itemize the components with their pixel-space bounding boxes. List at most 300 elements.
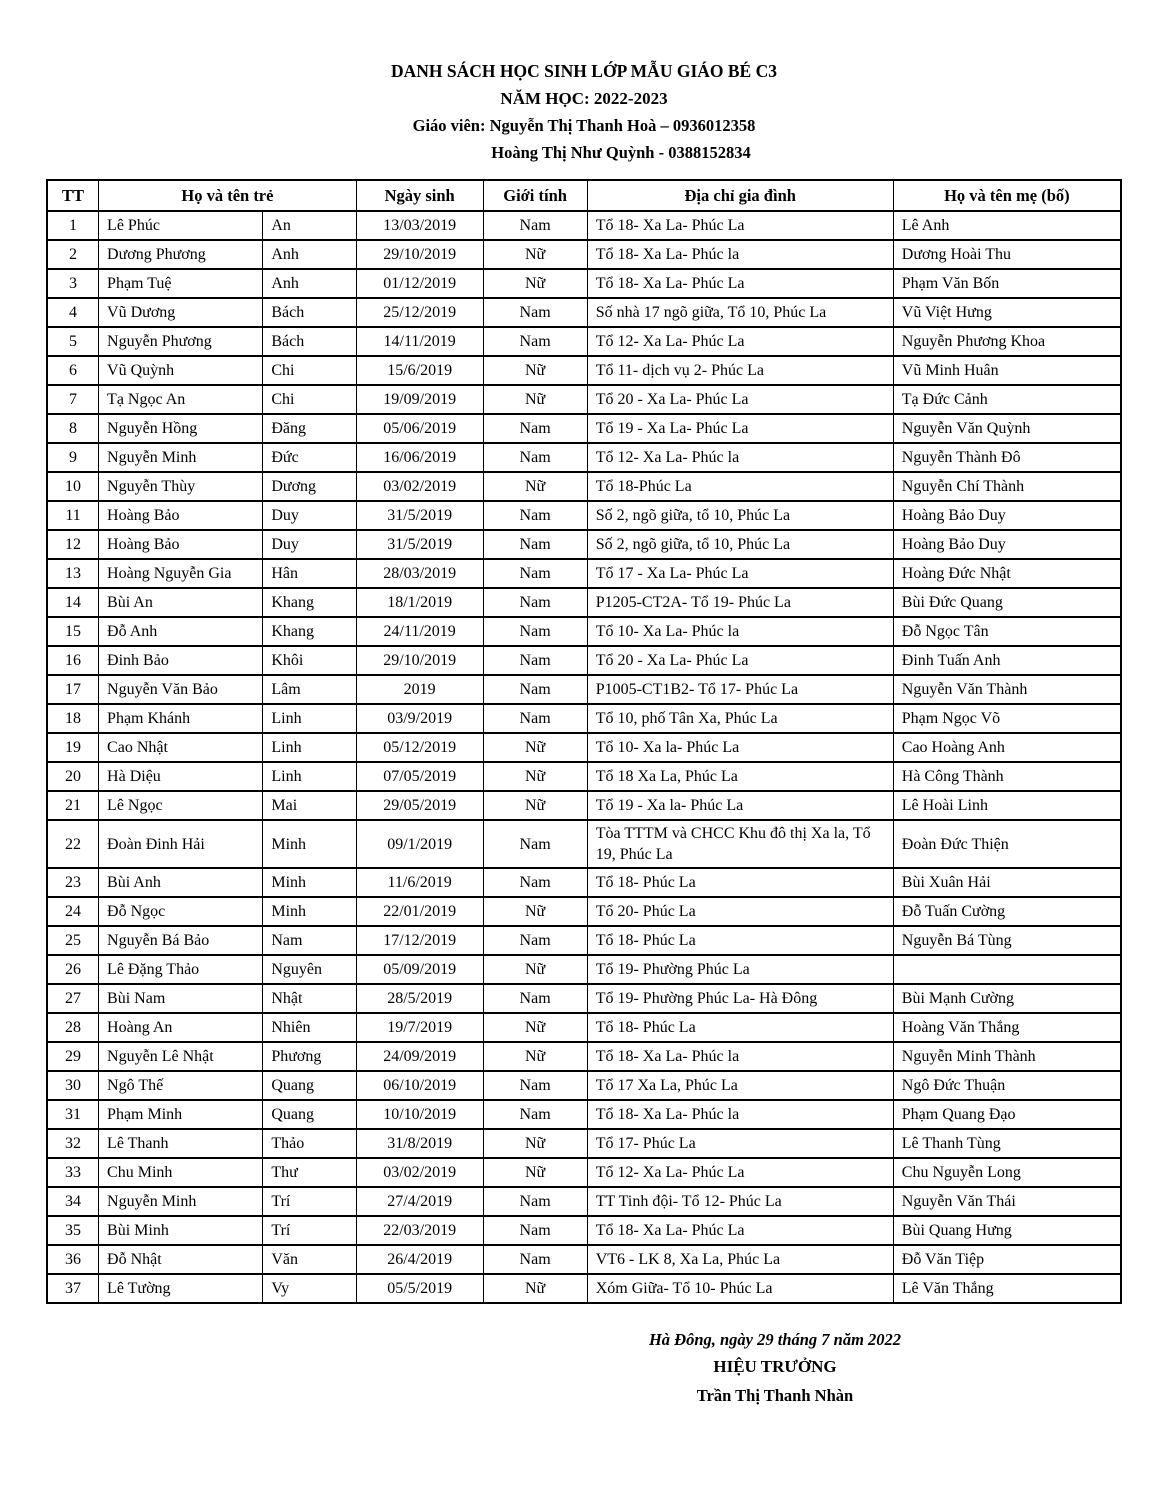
- cell-family-name: Bùi Nam: [99, 984, 263, 1013]
- table-row: [47, 1187, 1121, 1216]
- cell-tt: 4: [47, 298, 99, 327]
- cell-family-name: Ngô Thế: [99, 1071, 263, 1100]
- cell-given-name: Nam: [263, 926, 356, 955]
- cell-gender: Nữ: [483, 733, 587, 762]
- cell-address: Tổ 10- Xa La- Phúc la: [587, 617, 893, 646]
- cell-gender: Nữ: [483, 1042, 587, 1071]
- table-row: [47, 868, 1121, 897]
- cell-dob: 03/02/2019: [356, 1158, 483, 1187]
- cell-given-name: Chi: [263, 356, 356, 385]
- cell-gender: Nam: [483, 530, 587, 559]
- cell-dob: 09/1/2019: [356, 820, 483, 868]
- cell-family-name: Bùi An: [99, 588, 263, 617]
- cell-parent: Phạm Quang Đạo: [893, 1100, 1121, 1129]
- cell-tt: 1: [47, 211, 99, 240]
- table-row: [47, 762, 1121, 791]
- cell-given-name: Mai: [263, 791, 356, 820]
- cell-family-name: Lê Phúc: [99, 211, 263, 240]
- cell-family-name: Nguyễn Lê Nhật: [99, 1042, 263, 1071]
- cell-family-name: Vũ Quỳnh: [99, 356, 263, 385]
- table-row: [47, 1216, 1121, 1245]
- cell-gender: Nam: [483, 646, 587, 675]
- cell-parent: Vũ Việt Hưng: [893, 298, 1121, 327]
- cell-dob: 05/09/2019: [356, 955, 483, 984]
- cell-family-name: Chu Minh: [99, 1158, 263, 1187]
- cell-given-name: Nguyên: [263, 955, 356, 984]
- cell-gender: Nam: [483, 926, 587, 955]
- cell-address: P1205-CT2A- Tổ 19- Phúc La: [587, 588, 893, 617]
- col-header-dob: Ngày sinh: [356, 180, 483, 211]
- cell-parent: Nguyễn Văn Thành: [893, 675, 1121, 704]
- cell-given-name: Anh: [263, 240, 356, 269]
- cell-gender: Nam: [483, 617, 587, 646]
- student-table: [46, 179, 1122, 1304]
- cell-family-name: Hoàng An: [99, 1013, 263, 1042]
- cell-tt: 37: [47, 1274, 99, 1303]
- cell-tt: 17: [47, 675, 99, 704]
- table-row: [47, 414, 1121, 443]
- cell-address: Tổ 12- Xa La- Phúc la: [587, 443, 893, 472]
- cell-gender: Nam: [483, 327, 587, 356]
- cell-family-name: Nguyễn Hồng: [99, 414, 263, 443]
- cell-family-name: Nguyễn Bá Bảo: [99, 926, 263, 955]
- col-header-name: Họ và tên trẻ: [99, 180, 357, 211]
- cell-gender: Nữ: [483, 240, 587, 269]
- cell-dob: 24/09/2019: [356, 1042, 483, 1071]
- cell-address: Tổ 12- Xa La- Phúc La: [587, 1158, 893, 1187]
- cell-address: Tổ 18- Phúc La: [587, 868, 893, 897]
- cell-given-name: Trí: [263, 1216, 356, 1245]
- cell-tt: 8: [47, 414, 99, 443]
- table-row: [47, 588, 1121, 617]
- cell-given-name: Đức: [263, 443, 356, 472]
- cell-address: Tổ 12- Xa La- Phúc La: [587, 327, 893, 356]
- cell-family-name: Phạm Tuệ: [99, 269, 263, 298]
- cell-family-name: Đỗ Anh: [99, 617, 263, 646]
- cell-address: Tổ 18- Xa La- Phúc La: [587, 1216, 893, 1245]
- cell-address: Tổ 20- Phúc La: [587, 897, 893, 926]
- cell-given-name: Thư: [263, 1158, 356, 1187]
- cell-parent: Hoàng Văn Thắng: [893, 1013, 1121, 1042]
- cell-address: Tổ 20 - Xa La- Phúc La: [587, 385, 893, 414]
- cell-tt: 3: [47, 269, 99, 298]
- cell-given-name: Hân: [263, 559, 356, 588]
- cell-dob: 13/03/2019: [356, 211, 483, 240]
- cell-dob: 25/12/2019: [356, 298, 483, 327]
- cell-tt: 10: [47, 472, 99, 501]
- cell-tt: 23: [47, 868, 99, 897]
- table-row: [47, 1013, 1121, 1042]
- table-row: [47, 1100, 1121, 1129]
- cell-gender: Nam: [483, 1071, 587, 1100]
- cell-dob: 26/4/2019: [356, 1245, 483, 1274]
- cell-family-name: Phạm Khánh: [99, 704, 263, 733]
- cell-gender: Nữ: [483, 269, 587, 298]
- cell-tt: 22: [47, 820, 99, 868]
- cell-parent: Đỗ Văn Tiệp: [893, 1245, 1121, 1274]
- cell-given-name: Linh: [263, 762, 356, 791]
- cell-family-name: Vũ Dương: [99, 298, 263, 327]
- cell-family-name: Đỗ Nhật: [99, 1245, 263, 1274]
- table-row: [47, 240, 1121, 269]
- cell-tt: 12: [47, 530, 99, 559]
- cell-dob: 10/10/2019: [356, 1100, 483, 1129]
- cell-parent: Bùi Đức Quang: [893, 588, 1121, 617]
- cell-tt: 28: [47, 1013, 99, 1042]
- table-row: [47, 733, 1121, 762]
- table-row: [47, 501, 1121, 530]
- cell-given-name: Dương: [263, 472, 356, 501]
- cell-dob: 14/11/2019: [356, 327, 483, 356]
- table-header-row: [47, 180, 1121, 211]
- cell-family-name: Hoàng Nguyễn Gia: [99, 559, 263, 588]
- cell-tt: 24: [47, 897, 99, 926]
- cell-dob: 29/10/2019: [356, 646, 483, 675]
- cell-dob: 03/02/2019: [356, 472, 483, 501]
- cell-gender: Nam: [483, 1216, 587, 1245]
- cell-tt: 5: [47, 327, 99, 356]
- cell-gender: Nam: [483, 704, 587, 733]
- table-row: [47, 1274, 1121, 1303]
- table-row: [47, 1245, 1121, 1274]
- cell-parent: Nguyễn Thành Đô: [893, 443, 1121, 472]
- cell-address: Tổ 17 Xa La, Phúc La: [587, 1071, 893, 1100]
- table-row: [47, 955, 1121, 984]
- table-row: [47, 675, 1121, 704]
- cell-tt: 27: [47, 984, 99, 1013]
- cell-gender: Nam: [483, 868, 587, 897]
- cell-address: Xóm Giữa- Tổ 10- Phúc La: [587, 1274, 893, 1303]
- cell-gender: Nam: [483, 211, 587, 240]
- cell-dob: 31/5/2019: [356, 501, 483, 530]
- cell-parent: Lê Thanh Tùng: [893, 1129, 1121, 1158]
- cell-family-name: Hà Diệu: [99, 762, 263, 791]
- cell-gender: Nam: [483, 1187, 587, 1216]
- cell-tt: 29: [47, 1042, 99, 1071]
- cell-dob: 18/1/2019: [356, 588, 483, 617]
- cell-family-name: Nguyễn Minh: [99, 1187, 263, 1216]
- cell-gender: Nam: [483, 414, 587, 443]
- cell-given-name: Khang: [263, 588, 356, 617]
- cell-dob: 28/5/2019: [356, 984, 483, 1013]
- teacher-line-2: Hoàng Thị Như Quỳnh - 0388152834: [491, 143, 751, 162]
- cell-given-name: Quang: [263, 1100, 356, 1129]
- table-row: [47, 1042, 1121, 1071]
- cell-dob: 16/06/2019: [356, 443, 483, 472]
- cell-address: Tổ 20 - Xa La- Phúc La: [587, 646, 893, 675]
- cell-dob: 27/4/2019: [356, 1187, 483, 1216]
- cell-given-name: Anh: [263, 269, 356, 298]
- table-row: [47, 897, 1121, 926]
- cell-gender: Nữ: [483, 1158, 587, 1187]
- cell-tt: 18: [47, 704, 99, 733]
- cell-gender: Nam: [483, 820, 587, 868]
- cell-tt: 31: [47, 1100, 99, 1129]
- cell-parent: Phạm Ngọc Võ: [893, 704, 1121, 733]
- cell-family-name: Hoàng Bảo: [99, 530, 263, 559]
- table-row: [47, 298, 1121, 327]
- cell-tt: 11: [47, 501, 99, 530]
- cell-address: Tổ 18- Xa La- Phúc La: [587, 211, 893, 240]
- cell-tt: 16: [47, 646, 99, 675]
- cell-tt: 32: [47, 1129, 99, 1158]
- cell-address: Tổ 10- Xa la- Phúc La: [587, 733, 893, 762]
- cell-parent: Hoàng Bảo Duy: [893, 530, 1121, 559]
- cell-address: Tổ 17 - Xa La- Phúc La: [587, 559, 893, 588]
- cell-dob: 31/5/2019: [356, 530, 483, 559]
- cell-gender: Nam: [483, 298, 587, 327]
- footer-date-line: Hà Đông, ngày 29 tháng 7 năm 2022: [648, 1330, 902, 1349]
- cell-address: P1005-CT1B2- Tổ 17- Phúc La: [587, 675, 893, 704]
- cell-family-name: Nguyễn Văn Bảo: [99, 675, 263, 704]
- cell-gender: Nữ: [483, 1013, 587, 1042]
- cell-address: Tổ 11- dịch vụ 2- Phúc La: [587, 356, 893, 385]
- cell-address: Số 2, ngõ giữa, tổ 10, Phúc La: [587, 530, 893, 559]
- cell-parent: Nguyễn Minh Thành: [893, 1042, 1121, 1071]
- cell-gender: Nam: [483, 559, 587, 588]
- cell-dob: 31/8/2019: [356, 1129, 483, 1158]
- cell-given-name: Duy: [263, 501, 356, 530]
- cell-address: Tổ 19 - Xa la- Phúc La: [587, 791, 893, 820]
- cell-tt: 26: [47, 955, 99, 984]
- cell-family-name: Lê Thanh: [99, 1129, 263, 1158]
- cell-gender: Nữ: [483, 385, 587, 414]
- cell-parent: Bùi Quang Hưng: [893, 1216, 1121, 1245]
- cell-given-name: Nhật: [263, 984, 356, 1013]
- cell-tt: 14: [47, 588, 99, 617]
- cell-family-name: Lê Tường: [99, 1274, 263, 1303]
- cell-dob: 24/11/2019: [356, 617, 483, 646]
- cell-parent: Bùi Xuân Hải: [893, 868, 1121, 897]
- table-row: [47, 269, 1121, 298]
- table-row: [47, 356, 1121, 385]
- cell-given-name: Lâm: [263, 675, 356, 704]
- cell-dob: 29/10/2019: [356, 240, 483, 269]
- cell-dob: 05/12/2019: [356, 733, 483, 762]
- document-footer: [550, 1330, 1000, 1406]
- cell-given-name: Văn: [263, 1245, 356, 1274]
- cell-address: Tổ 19 - Xa La- Phúc La: [587, 414, 893, 443]
- col-header-tt: TT: [47, 180, 99, 211]
- table-row: [47, 646, 1121, 675]
- cell-parent: Bùi Mạnh Cường: [893, 984, 1121, 1013]
- cell-parent: Cao Hoàng Anh: [893, 733, 1121, 762]
- table-row: [47, 1158, 1121, 1187]
- cell-dob: 22/03/2019: [356, 1216, 483, 1245]
- cell-parent: Dương Hoài Thu: [893, 240, 1121, 269]
- cell-given-name: Bách: [263, 298, 356, 327]
- cell-address: Tổ 18- Xa La- Phúc la: [587, 1100, 893, 1129]
- cell-given-name: Vy: [263, 1274, 356, 1303]
- table-row: [47, 530, 1121, 559]
- cell-gender: Nam: [483, 984, 587, 1013]
- table-row: [47, 617, 1121, 646]
- cell-tt: 13: [47, 559, 99, 588]
- cell-given-name: Phương: [263, 1042, 356, 1071]
- cell-parent: Nguyễn Chí Thành: [893, 472, 1121, 501]
- col-header-parent: Họ và tên mẹ (bố): [893, 180, 1121, 211]
- cell-parent: Vũ Minh Huân: [893, 356, 1121, 385]
- cell-family-name: Bùi Minh: [99, 1216, 263, 1245]
- cell-dob: 2019: [356, 675, 483, 704]
- table-row: [47, 385, 1121, 414]
- cell-given-name: Minh: [263, 897, 356, 926]
- cell-gender: Nữ: [483, 1129, 587, 1158]
- cell-given-name: Minh: [263, 820, 356, 868]
- cell-parent: Nguyễn Bá Tùng: [893, 926, 1121, 955]
- cell-tt: 15: [47, 617, 99, 646]
- table-row: [47, 791, 1121, 820]
- cell-address: Tổ 19- Phường Phúc La: [587, 955, 893, 984]
- cell-address: Tổ 18- Phúc La: [587, 1013, 893, 1042]
- cell-tt: 33: [47, 1158, 99, 1187]
- cell-given-name: Khôi: [263, 646, 356, 675]
- footer-principal-role: HIỆU TRƯỞNG: [713, 1357, 837, 1376]
- document-title: DANH SÁCH HỌC SINH LỚP MẪU GIÁO BÉ C3: [390, 61, 777, 81]
- cell-given-name: Đăng: [263, 414, 356, 443]
- table-row: [47, 704, 1121, 733]
- cell-parent: Đỗ Tuấn Cường: [893, 897, 1121, 926]
- cell-gender: Nam: [483, 443, 587, 472]
- table-row: [47, 820, 1121, 868]
- cell-dob: 19/7/2019: [356, 1013, 483, 1042]
- cell-family-name: Đoàn Đinh Hải: [99, 820, 263, 868]
- cell-dob: 29/05/2019: [356, 791, 483, 820]
- cell-tt: 9: [47, 443, 99, 472]
- cell-gender: Nam: [483, 588, 587, 617]
- cell-address: Tổ 10, phố Tân Xa, Phúc La: [587, 704, 893, 733]
- cell-given-name: Quang: [263, 1071, 356, 1100]
- cell-dob: 17/12/2019: [356, 926, 483, 955]
- cell-tt: 6: [47, 356, 99, 385]
- cell-family-name: Tạ Ngọc An: [99, 385, 263, 414]
- school-year-line: NĂM HỌC: 2022-2023: [500, 89, 668, 108]
- cell-parent: Đinh Tuấn Anh: [893, 646, 1121, 675]
- cell-dob: 05/5/2019: [356, 1274, 483, 1303]
- cell-tt: 35: [47, 1216, 99, 1245]
- cell-given-name: An: [263, 211, 356, 240]
- footer-principal-name: Trần Thị Thanh Nhàn: [696, 1386, 854, 1405]
- teacher-line-1: Giáo viên: Nguyễn Thị Thanh Hoà – 0936012358: [412, 116, 756, 135]
- cell-family-name: Lê Ngọc: [99, 791, 263, 820]
- table-row: [47, 1071, 1121, 1100]
- cell-address: Tổ 18- Phúc La: [587, 926, 893, 955]
- cell-dob: 22/01/2019: [356, 897, 483, 926]
- cell-family-name: Cao Nhật: [99, 733, 263, 762]
- cell-gender: Nữ: [483, 472, 587, 501]
- cell-family-name: Hoàng Bảo: [99, 501, 263, 530]
- cell-gender: Nữ: [483, 897, 587, 926]
- cell-parent: Lê Anh: [893, 211, 1121, 240]
- cell-given-name: Trí: [263, 1187, 356, 1216]
- cell-parent: Chu Nguyễn Long: [893, 1158, 1121, 1187]
- cell-family-name: Phạm Minh: [99, 1100, 263, 1129]
- student-table-head: [47, 180, 1121, 211]
- cell-gender: Nam: [483, 675, 587, 704]
- cell-gender: Nữ: [483, 1274, 587, 1303]
- cell-parent: Đỗ Ngọc Tân: [893, 617, 1121, 646]
- cell-given-name: Chi: [263, 385, 356, 414]
- cell-tt: 30: [47, 1071, 99, 1100]
- cell-parent: [893, 955, 1121, 984]
- cell-dob: 03/9/2019: [356, 704, 483, 733]
- student-table-body: [47, 211, 1121, 1303]
- cell-family-name: Dương Phương: [99, 240, 263, 269]
- cell-parent: Nguyễn Văn Quỳnh: [893, 414, 1121, 443]
- table-row: [47, 211, 1121, 240]
- cell-tt: 2: [47, 240, 99, 269]
- cell-parent: Hoàng Bảo Duy: [893, 501, 1121, 530]
- cell-parent: Tạ Đức Cảnh: [893, 385, 1121, 414]
- cell-address: Tòa TTTM và CHCC Khu đô thị Xa la, Tổ 19, Phúc La: [587, 820, 893, 868]
- cell-address: TT Tinh đội- Tổ 12- Phúc La: [587, 1187, 893, 1216]
- cell-family-name: Lê Đặng Thảo: [99, 955, 263, 984]
- cell-given-name: Minh: [263, 868, 356, 897]
- cell-tt: 36: [47, 1245, 99, 1274]
- cell-family-name: Nguyễn Thùy: [99, 472, 263, 501]
- cell-tt: 34: [47, 1187, 99, 1216]
- cell-gender: Nữ: [483, 762, 587, 791]
- cell-dob: 07/05/2019: [356, 762, 483, 791]
- cell-address: Tổ 18-Phúc La: [587, 472, 893, 501]
- cell-dob: 28/03/2019: [356, 559, 483, 588]
- cell-address: Tổ 18 Xa La, Phúc La: [587, 762, 893, 791]
- col-header-address: Địa chỉ gia đình: [587, 180, 893, 211]
- cell-address: Tổ 17- Phúc La: [587, 1129, 893, 1158]
- cell-given-name: Linh: [263, 704, 356, 733]
- cell-dob: 19/09/2019: [356, 385, 483, 414]
- cell-parent: Đoàn Đức Thiện: [893, 820, 1121, 868]
- cell-dob: 01/12/2019: [356, 269, 483, 298]
- cell-family-name: Đỗ Ngọc: [99, 897, 263, 926]
- table-row: [47, 443, 1121, 472]
- cell-family-name: Nguyễn Phương: [99, 327, 263, 356]
- cell-given-name: Khang: [263, 617, 356, 646]
- cell-parent: Lê Văn Thắng: [893, 1274, 1121, 1303]
- cell-address: Tổ 19- Phường Phúc La- Hà Đông: [587, 984, 893, 1013]
- cell-tt: 20: [47, 762, 99, 791]
- cell-gender: Nam: [483, 1100, 587, 1129]
- cell-address: Tổ 18- Xa La- Phúc la: [587, 240, 893, 269]
- col-header-gender: Giới tính: [483, 180, 587, 211]
- cell-address: VT6 - LK 8, Xa La, Phúc La: [587, 1245, 893, 1274]
- cell-given-name: Bách: [263, 327, 356, 356]
- table-row: [47, 984, 1121, 1013]
- cell-dob: 15/6/2019: [356, 356, 483, 385]
- cell-tt: 21: [47, 791, 99, 820]
- cell-tt: 7: [47, 385, 99, 414]
- cell-family-name: Nguyễn Minh: [99, 443, 263, 472]
- cell-address: Tổ 18- Xa La- Phúc la: [587, 1042, 893, 1071]
- cell-gender: Nam: [483, 501, 587, 530]
- cell-address: Số nhà 17 ngõ giữa, Tổ 10, Phúc La: [587, 298, 893, 327]
- cell-dob: 05/06/2019: [356, 414, 483, 443]
- table-row: [47, 1129, 1121, 1158]
- cell-gender: Nữ: [483, 356, 587, 385]
- cell-tt: 19: [47, 733, 99, 762]
- cell-parent: Ngô Đức Thuận: [893, 1071, 1121, 1100]
- cell-parent: Nguyễn Văn Thái: [893, 1187, 1121, 1216]
- cell-given-name: Linh: [263, 733, 356, 762]
- cell-gender: Nữ: [483, 791, 587, 820]
- cell-parent: Lê Hoài Linh: [893, 791, 1121, 820]
- cell-address: Số 2, ngõ giữa, tổ 10, Phúc La: [587, 501, 893, 530]
- cell-parent: Hà Công Thành: [893, 762, 1121, 791]
- cell-parent: Nguyễn Phương Khoa: [893, 327, 1121, 356]
- document-header: [46, 58, 1122, 166]
- cell-family-name: Đinh Bảo: [99, 646, 263, 675]
- table-row: [47, 472, 1121, 501]
